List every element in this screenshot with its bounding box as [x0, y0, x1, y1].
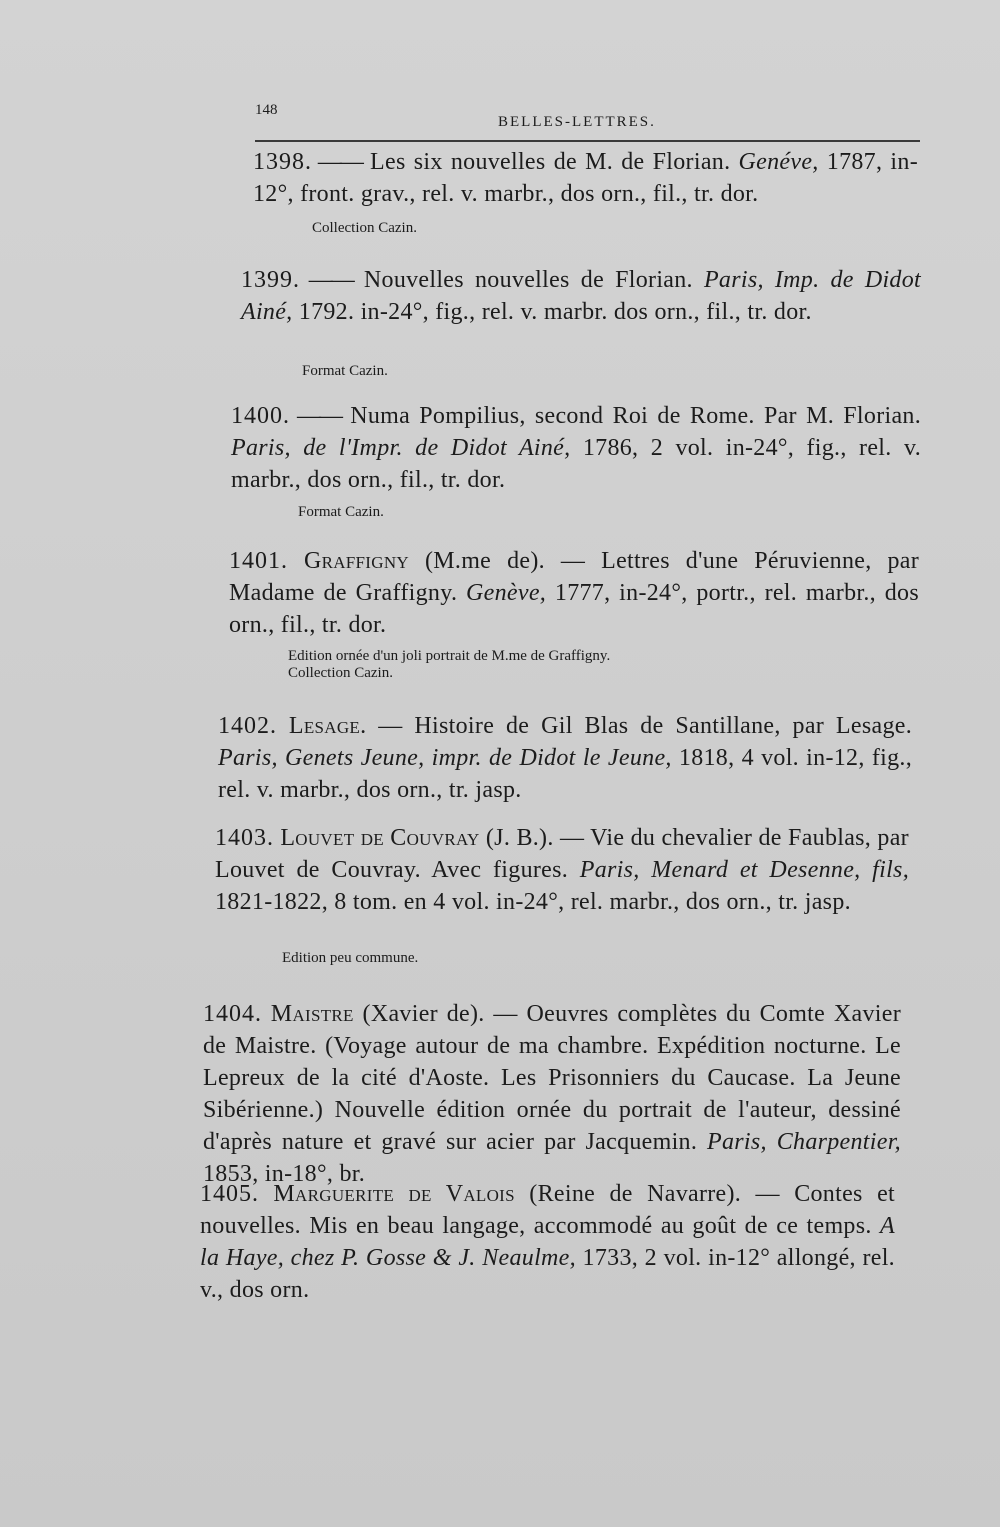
catalog-entry [200, 1178, 895, 1306]
imprint-text: Paris, Imp. de Didot Ainé, [241, 267, 921, 325]
description-text: 1786, 2 vol. in-24°, fig., rel. v. marbr., dos orn., fil., tr. dor. [231, 435, 922, 493]
entry-text [218, 710, 912, 806]
description-text: 1733, 2 vol. in-12° allongé, rel. v., dos orn. [200, 1245, 895, 1303]
description-text: (Reine de Navarre). — Contes et nouvelles. Mis en beau langage, accommodé au goût de ce temps. [200, 1181, 895, 1239]
catalog-entry [241, 264, 921, 328]
imprint-text: Paris, de l'Impr. de Didot Ainé, [231, 435, 571, 461]
description-text: 1787, in-12°, front. grav., rel. v. marbr., dos orn., fil., tr. dor. [253, 149, 918, 207]
entry-number: 1404. [203, 1001, 262, 1027]
imprint-text: Paris, Charpentier, [707, 1129, 901, 1155]
page-header [255, 100, 920, 142]
catalog-entry [203, 998, 901, 1190]
description-text: — Histoire de Gil Blas de Santillane, par Lesage. [366, 713, 912, 739]
imprint-text: A la Haye, chez P. Gosse & J. Neaulme, [200, 1213, 895, 1271]
description-text: 1853, in-18°, br. [203, 1161, 366, 1187]
entry-text [200, 1178, 895, 1306]
ditto-dash: —— [290, 403, 341, 429]
catalog-entry [253, 146, 918, 210]
author-name: Marguerite de Valois [259, 1181, 515, 1207]
imprint-text: Genéve, [738, 149, 819, 175]
author-name: Lesage. [277, 713, 367, 739]
entry-number: 1399. [241, 267, 300, 293]
catalog-entry [215, 822, 909, 918]
entry-note [302, 363, 388, 380]
entry-note [282, 950, 418, 967]
note-line: Collection Cazin. [288, 665, 393, 681]
entry-number: 1403. [215, 825, 274, 851]
entry-number: 1402. [218, 713, 277, 739]
catalog-entry [229, 545, 919, 641]
description-text: Les six nouvelles de M. de Florian. [361, 149, 739, 175]
note-line: Format Cazin. [298, 504, 384, 520]
description-text: (J. B.). — Vie du chevalier de Faublas, par Louvet de Couvray. Avec figures. [215, 825, 909, 883]
entry-text [241, 264, 921, 328]
entry-note [288, 648, 610, 682]
ditto-dash: —— [300, 267, 353, 293]
entry-number: 1405. [200, 1181, 259, 1207]
entry-text [253, 146, 918, 210]
entry-text [215, 822, 909, 918]
note-line: Edition ornée d'un joli portrait de M.me de Graffigny. [288, 648, 611, 664]
description-text: (Xavier de). — Oeuvres complètes du Comte Xavier de Maistre. (Voyage autour de ma chambre. Expédition nocturne. Le Lepreux de la cité d'Aoste. Les Prisonniers du Caucase. La Jeune Sibérienne.) Nouvelle édition ornée du portrait de l'auteur, dessiné d'après nature et gravé sur acier par Jacquemin. [203, 1001, 901, 1155]
entry-number: 1398. [253, 149, 312, 175]
ditto-dash: —— [312, 149, 362, 175]
author-name: Louvet de Couvray [274, 825, 480, 851]
note-line: Format Cazin. [302, 363, 388, 379]
description-text: 1777, in-24°, portr., rel. marbr., dos orn., fil., tr. dor. [229, 580, 919, 638]
author-name: Maistre [262, 1001, 354, 1027]
page-number: 148 [255, 102, 278, 118]
entry-number: 1400. [231, 403, 290, 429]
author-name: Graffigny [288, 548, 410, 574]
entry-text [231, 400, 921, 496]
entry-text [203, 998, 901, 1190]
entry-number: 1401. [229, 548, 288, 574]
catalog-entry [218, 710, 912, 806]
description-text: 1792. in-24°, fig., rel. v. marbr. dos orn., fil., tr. dor. [292, 299, 812, 325]
note-line: Collection Cazin. [312, 220, 417, 236]
description-text: 1818, 4 vol. in-12, fig., rel. v. marbr., dos orn., tr. jasp. [218, 745, 912, 803]
description-text: Nouvelles nouvelles de Florian. [352, 267, 704, 293]
imprint-text: Genève, [466, 580, 547, 606]
catalog-entry [231, 400, 921, 496]
entry-text [229, 545, 919, 641]
imprint-text: Paris, Genets Jeune, impr. de Didot le Jeune, [218, 745, 672, 771]
description-text: 1821-1822, 8 tom. en 4 vol. in-24°, rel. marbr., dos orn., tr. jasp. [215, 889, 851, 915]
description-text: (M.me de). — Lettres d'une Péruvienne, par Madame de Graffigny. [229, 548, 919, 606]
note-line: Edition peu commune. [282, 950, 419, 966]
entry-note [312, 220, 417, 237]
description-text: Numa Pompilius, second Roi de Rome. Par M. Florian. [340, 403, 922, 429]
running-title: BELLES-LETTRES. [498, 114, 656, 130]
imprint-text: Paris, Menard et Desenne, fils, [579, 857, 909, 883]
entry-note [298, 504, 384, 521]
